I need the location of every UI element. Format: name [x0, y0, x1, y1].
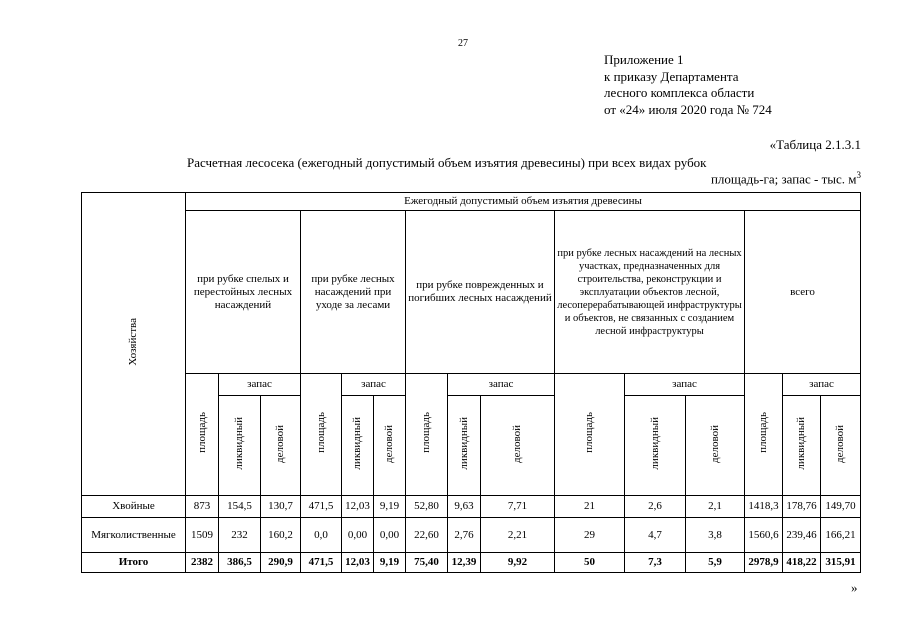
business-header: деловой: [511, 424, 523, 463]
appendix-line: лесного комплекса области: [604, 85, 755, 100]
cell: 7,3: [625, 553, 686, 573]
liquid-header: ликвидный: [351, 417, 363, 470]
cell: 166,21: [821, 518, 861, 553]
stock-header: запас: [342, 374, 406, 396]
liquid-header-cell: [625, 396, 686, 496]
appendix-line: Приложение 1: [604, 52, 684, 67]
cell: 21: [555, 496, 625, 518]
cell: 2,76: [448, 518, 481, 553]
cell: 1509: [186, 518, 219, 553]
cell: 5,9: [686, 553, 745, 573]
cell: 1418,3: [745, 496, 783, 518]
cell: 315,91: [821, 553, 861, 573]
cell: 471,5: [301, 553, 342, 573]
liquid-header: ликвидный: [233, 417, 245, 470]
cell: 2,1: [686, 496, 745, 518]
cell: 7,71: [481, 496, 555, 518]
cell: 22,60: [406, 518, 448, 553]
cell: 0,00: [374, 518, 406, 553]
business-header-cell: [261, 396, 301, 496]
liquid-header-cell: [783, 396, 821, 496]
table-row: [82, 496, 861, 518]
group-header-ripe: при рубке спелых и перестойных лесных насаждений: [186, 211, 301, 374]
business-header-cell: [374, 396, 406, 496]
cell: 154,5: [219, 496, 261, 518]
group-header-total: всего: [745, 211, 861, 374]
cell: 239,46: [783, 518, 821, 553]
business-header-cell: [481, 396, 555, 496]
group-header-construction: при рубке лесных насаждений на лесных участках, предназначенных для строительства, реконструкции и эксплуатации объектов лесной, лесоперерабатывающей инфраструктуры и объектов, не связанных с созданием лесной инфраструктуры: [555, 211, 745, 374]
area-header: площадь: [757, 412, 769, 453]
cell: 50: [555, 553, 625, 573]
row-label: Хвойные: [82, 496, 186, 518]
cell: 75,40: [406, 553, 448, 573]
cell: 2382: [186, 553, 219, 573]
page-number: 27: [458, 38, 468, 49]
cell: 130,7: [261, 496, 301, 518]
cell: 2,6: [625, 496, 686, 518]
cell: 0,00: [342, 518, 374, 553]
group-header-thinning: при рубке лесных насаждений при уходе за лесами: [301, 211, 406, 374]
farms-header-cell: [82, 193, 186, 496]
stock-header: запас: [219, 374, 301, 396]
units-note: [711, 170, 861, 187]
closing-quote: »: [851, 580, 858, 595]
units-text: площадь-га; запас - тыс. м: [710, 171, 857, 187]
stock-header: запас: [448, 374, 555, 396]
table-row-total: [82, 553, 861, 573]
table-title: Расчетная лесосека (ежегодный допустимый объем изъятия древесины) при всех видах рубок: [187, 155, 707, 170]
cutting-volume-table: [81, 192, 861, 573]
cell: 9,19: [374, 496, 406, 518]
cell: 9,19: [374, 553, 406, 573]
cell: 52,80: [406, 496, 448, 518]
cell: 178,76: [783, 496, 821, 518]
cell: 0,0: [301, 518, 342, 553]
liquid-header: ликвидный: [457, 417, 470, 470]
business-header: деловой: [834, 424, 846, 463]
row-label: Мягколиственные: [82, 518, 186, 553]
area-header-cell: [301, 374, 342, 496]
area-header-cell: [745, 374, 783, 496]
units-superscript: 3: [856, 170, 861, 180]
business-header-cell: [686, 396, 745, 496]
cell: 290,9: [261, 553, 301, 573]
appendix-line: к приказу Департамента: [604, 68, 739, 84]
cell: 160,2: [261, 518, 301, 553]
liquid-header-cell: [448, 396, 481, 496]
main-header: Ежегодный допустимый объем изъятия древесины: [186, 193, 861, 211]
appendix-block: [604, 52, 772, 118]
cell: 1560,6: [745, 518, 783, 553]
stock-header: запас: [625, 374, 745, 396]
area-header: площадь: [195, 412, 208, 453]
area-header: площадь: [583, 412, 595, 453]
stock-header: запас: [783, 374, 861, 396]
cell: 12,03: [342, 553, 374, 573]
cell: 29: [555, 518, 625, 553]
cell: 873: [186, 496, 219, 518]
cell: 9,92: [481, 553, 555, 573]
cell: 12,03: [342, 496, 374, 518]
liquid-header: ликвидный: [795, 417, 807, 470]
cell: 4,7: [625, 518, 686, 553]
cell: 3,8: [686, 518, 745, 553]
table-row: [82, 518, 861, 553]
cell: 2,21: [481, 518, 555, 553]
business-header: деловой: [383, 424, 395, 463]
row-label: Итого: [82, 553, 186, 573]
area-header-cell: [406, 374, 448, 496]
appendix-line: от «24» июля 2020 года № 724: [604, 101, 772, 117]
business-header-cell: [821, 396, 861, 496]
cell: 2978,9: [745, 553, 783, 573]
area-header: площадь: [314, 412, 327, 453]
area-header: площадь: [420, 412, 432, 453]
cell: 12,39: [448, 553, 481, 573]
farms-header: Хозяйства: [127, 318, 139, 366]
cell: 386,5: [219, 553, 261, 573]
liquid-header: ликвидный: [648, 417, 661, 470]
cell: 418,22: [783, 553, 821, 573]
table-reference: «Таблица 2.1.3.1: [769, 137, 861, 152]
liquid-header-cell: [219, 396, 261, 496]
business-header: деловой: [274, 424, 286, 463]
cell: 9,63: [448, 496, 481, 518]
cell: 149,70: [821, 496, 861, 518]
business-header: деловой: [708, 424, 721, 463]
cell: 471,5: [301, 496, 342, 518]
group-header-damaged: при рубке поврежденных и погибших лесных насаждений: [406, 211, 555, 374]
area-header-cell: [186, 374, 219, 496]
liquid-header-cell: [342, 396, 374, 496]
cell: 232: [219, 518, 261, 553]
area-header-cell: [555, 374, 625, 496]
